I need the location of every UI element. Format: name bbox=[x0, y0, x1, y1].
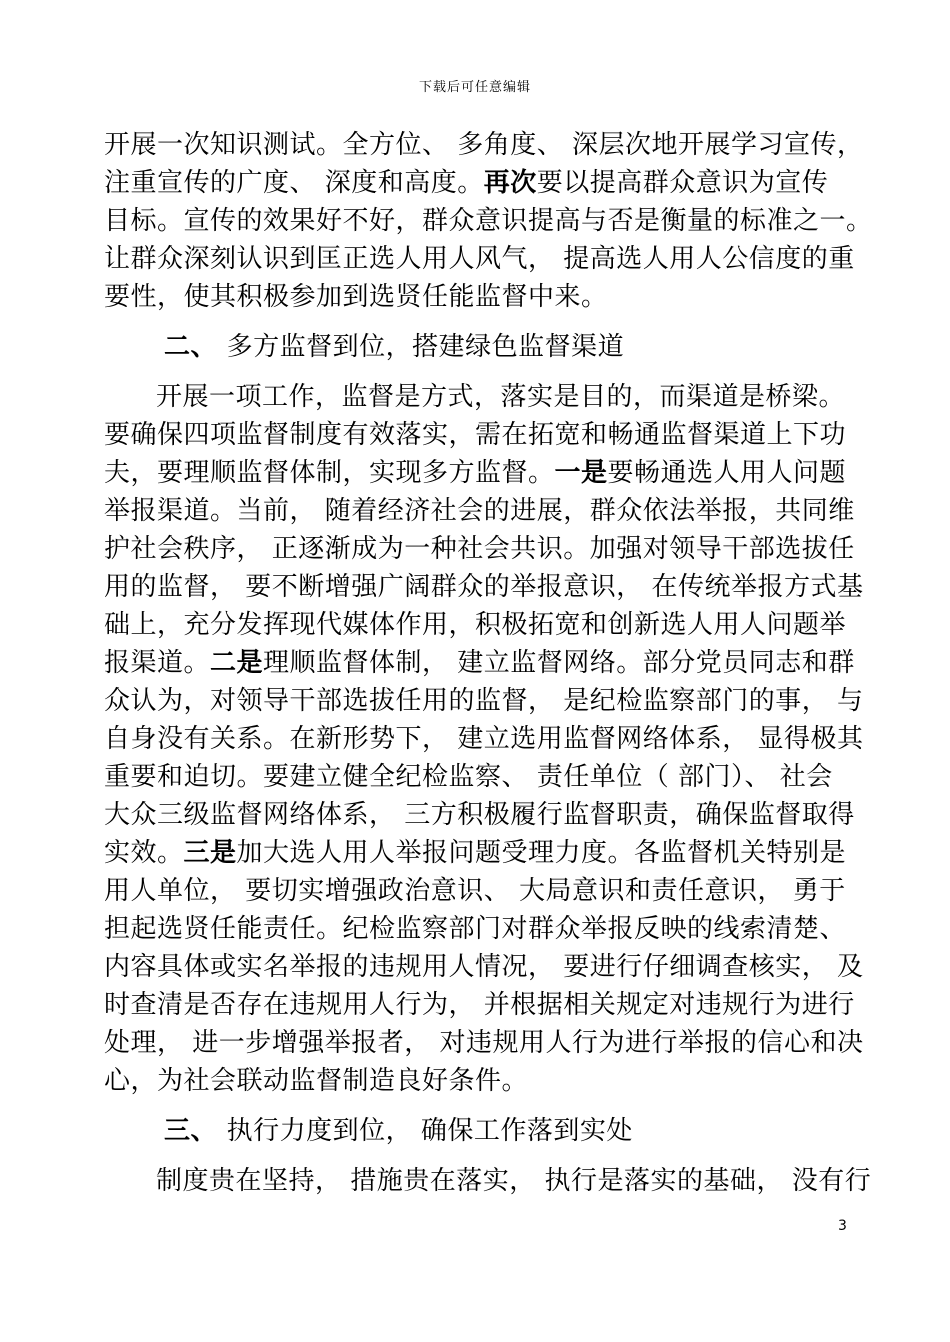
text-run: 要畅通选人用人问题 bbox=[607, 458, 847, 488]
text-line bbox=[104, 986, 864, 1024]
page-number: 3 bbox=[838, 1218, 847, 1234]
paragraph bbox=[104, 378, 864, 1100]
text-run: 举报渠道。当前， 随着经济社会的进展，群众依法举报，共同维 bbox=[104, 496, 855, 526]
text-run: 用人单位， 要切实增强政治意识、 大局意识和责任意识， 勇于 bbox=[104, 876, 846, 906]
text-run: 用的监督， 要不断增强广阔群众的举报意识， 在传统举报方式基 bbox=[104, 572, 864, 602]
text-run: 实效。 bbox=[104, 838, 184, 868]
page-header: 下载后可任意编辑 bbox=[418, 80, 531, 95]
text-run: 大众三级监督网络体系， 三方积极履行监督职责，确保监督取得 bbox=[104, 800, 855, 830]
paragraph bbox=[104, 126, 873, 316]
text-run: 众认为，对领导干部选拔任用的监督， 是纪检监察部门的事， 与 bbox=[104, 686, 864, 716]
text-line bbox=[104, 720, 864, 758]
text-line bbox=[104, 948, 864, 986]
text-run: 重要和迫切。要建立健全纪检监察、 责任单位（ 部门）、 社会 bbox=[104, 762, 833, 792]
text-run: 自身没有关系。在新形势下， 建立选用监督网络体系， 显得极其 bbox=[104, 724, 864, 754]
text-run: 要以提高群众意识为宣传 bbox=[536, 168, 829, 198]
text-line bbox=[104, 416, 864, 454]
text-line bbox=[104, 682, 864, 720]
text-run: 开展一项工作，监督是方式，落实是目的，而渠道是桥梁。 bbox=[156, 382, 846, 412]
text-run: 开展一次知识测试。全方位、 多角度、 深层次地开展学习宣传， bbox=[104, 130, 864, 160]
text-line bbox=[104, 328, 864, 366]
paragraph-gap bbox=[104, 1100, 864, 1112]
text-run: 目标。宣传的效果好不好，群众意识提高与否是衡量的标准之一。 bbox=[104, 206, 873, 236]
text-run: 处理， 进一步增强举报者， 对违规用人行为进行举报的信心和决 bbox=[104, 1028, 864, 1058]
bold-text: 二、 bbox=[164, 332, 227, 362]
text-run: 础上，充分发挥现代媒体作用，积极拓宽和创新选人用人问题举 bbox=[104, 610, 847, 640]
paragraph-gap bbox=[104, 1150, 864, 1162]
document-body bbox=[104, 126, 873, 1200]
text-run: 报渠道。 bbox=[104, 648, 211, 678]
text-run: 制度贵在坚持， 措施贵在落实， 执行是落实的基础， 没有行 bbox=[156, 1166, 872, 1196]
text-run: 要确保四项监督制度有效落实，需在拓宽和畅通监督渠道上下功 bbox=[104, 420, 847, 450]
paragraph-gap bbox=[104, 316, 864, 328]
section-heading bbox=[104, 328, 864, 366]
text-run: 让群众深刻认识到匡正选人用人风气， 提高选人用人公信度的重 bbox=[104, 244, 855, 274]
text-run: 理顺监督体制， 建立监督网络。部分党员同志和群 bbox=[263, 648, 855, 678]
text-line bbox=[104, 872, 864, 910]
text-run: 加大选人用人举报问题受理力度。各监督机关特别是 bbox=[236, 838, 847, 868]
text-run: 要性，使其积极参加到选贤任能监督中来。 bbox=[104, 282, 608, 312]
text-line bbox=[104, 910, 864, 948]
text-line bbox=[104, 454, 864, 492]
text-line bbox=[104, 278, 864, 316]
text-run: 护社会秩序， 正逐渐成为一种社会共识。加强对领导干部选拔任 bbox=[104, 534, 855, 564]
text-line bbox=[104, 378, 864, 416]
section-heading bbox=[104, 1112, 864, 1150]
text-line bbox=[104, 1062, 864, 1100]
text-line bbox=[104, 240, 864, 278]
text-run: 注重宣传的广度、 深度和高度。 bbox=[104, 168, 484, 198]
text-line bbox=[104, 758, 864, 796]
text-run: 多方监督到位，搭建绿色监督渠道 bbox=[226, 332, 625, 362]
text-line bbox=[104, 530, 864, 568]
text-line bbox=[104, 606, 864, 644]
text-line bbox=[104, 126, 864, 164]
text-line bbox=[104, 202, 873, 240]
text-line bbox=[104, 796, 864, 834]
text-run: 执行力度到位， 确保工作落到实处 bbox=[226, 1116, 633, 1146]
text-run: 内容具体或实名举报的违规用人情况， 要进行仔细调查核实， 及 bbox=[104, 952, 864, 982]
text-line bbox=[104, 834, 864, 872]
text-line bbox=[104, 1024, 864, 1062]
bold-text: 二是 bbox=[210, 648, 264, 678]
text-line bbox=[104, 492, 864, 530]
text-line bbox=[104, 164, 864, 202]
text-run: 担起选贤任能责任。纪检监察部门对群众举报反映的线索清楚、 bbox=[104, 914, 847, 944]
bold-text: 三是 bbox=[183, 838, 237, 868]
text-line bbox=[104, 568, 864, 606]
text-run: 时查清是否存在违规用人行为， 并根据相关规定对违规行为进行 bbox=[104, 990, 855, 1020]
bold-text: 一是 bbox=[554, 458, 608, 488]
text-line bbox=[104, 1112, 864, 1150]
text-line bbox=[104, 644, 864, 682]
text-run: 夫，要理顺监督体制，实现多方监督。 bbox=[104, 458, 555, 488]
paragraph bbox=[104, 1162, 872, 1200]
paragraph-gap bbox=[104, 366, 864, 378]
bold-text: 再次 bbox=[483, 168, 537, 198]
bold-text: 三、 bbox=[164, 1116, 227, 1146]
text-line bbox=[104, 1162, 872, 1200]
text-run: 心，为社会联动监督制造良好条件。 bbox=[104, 1066, 529, 1096]
